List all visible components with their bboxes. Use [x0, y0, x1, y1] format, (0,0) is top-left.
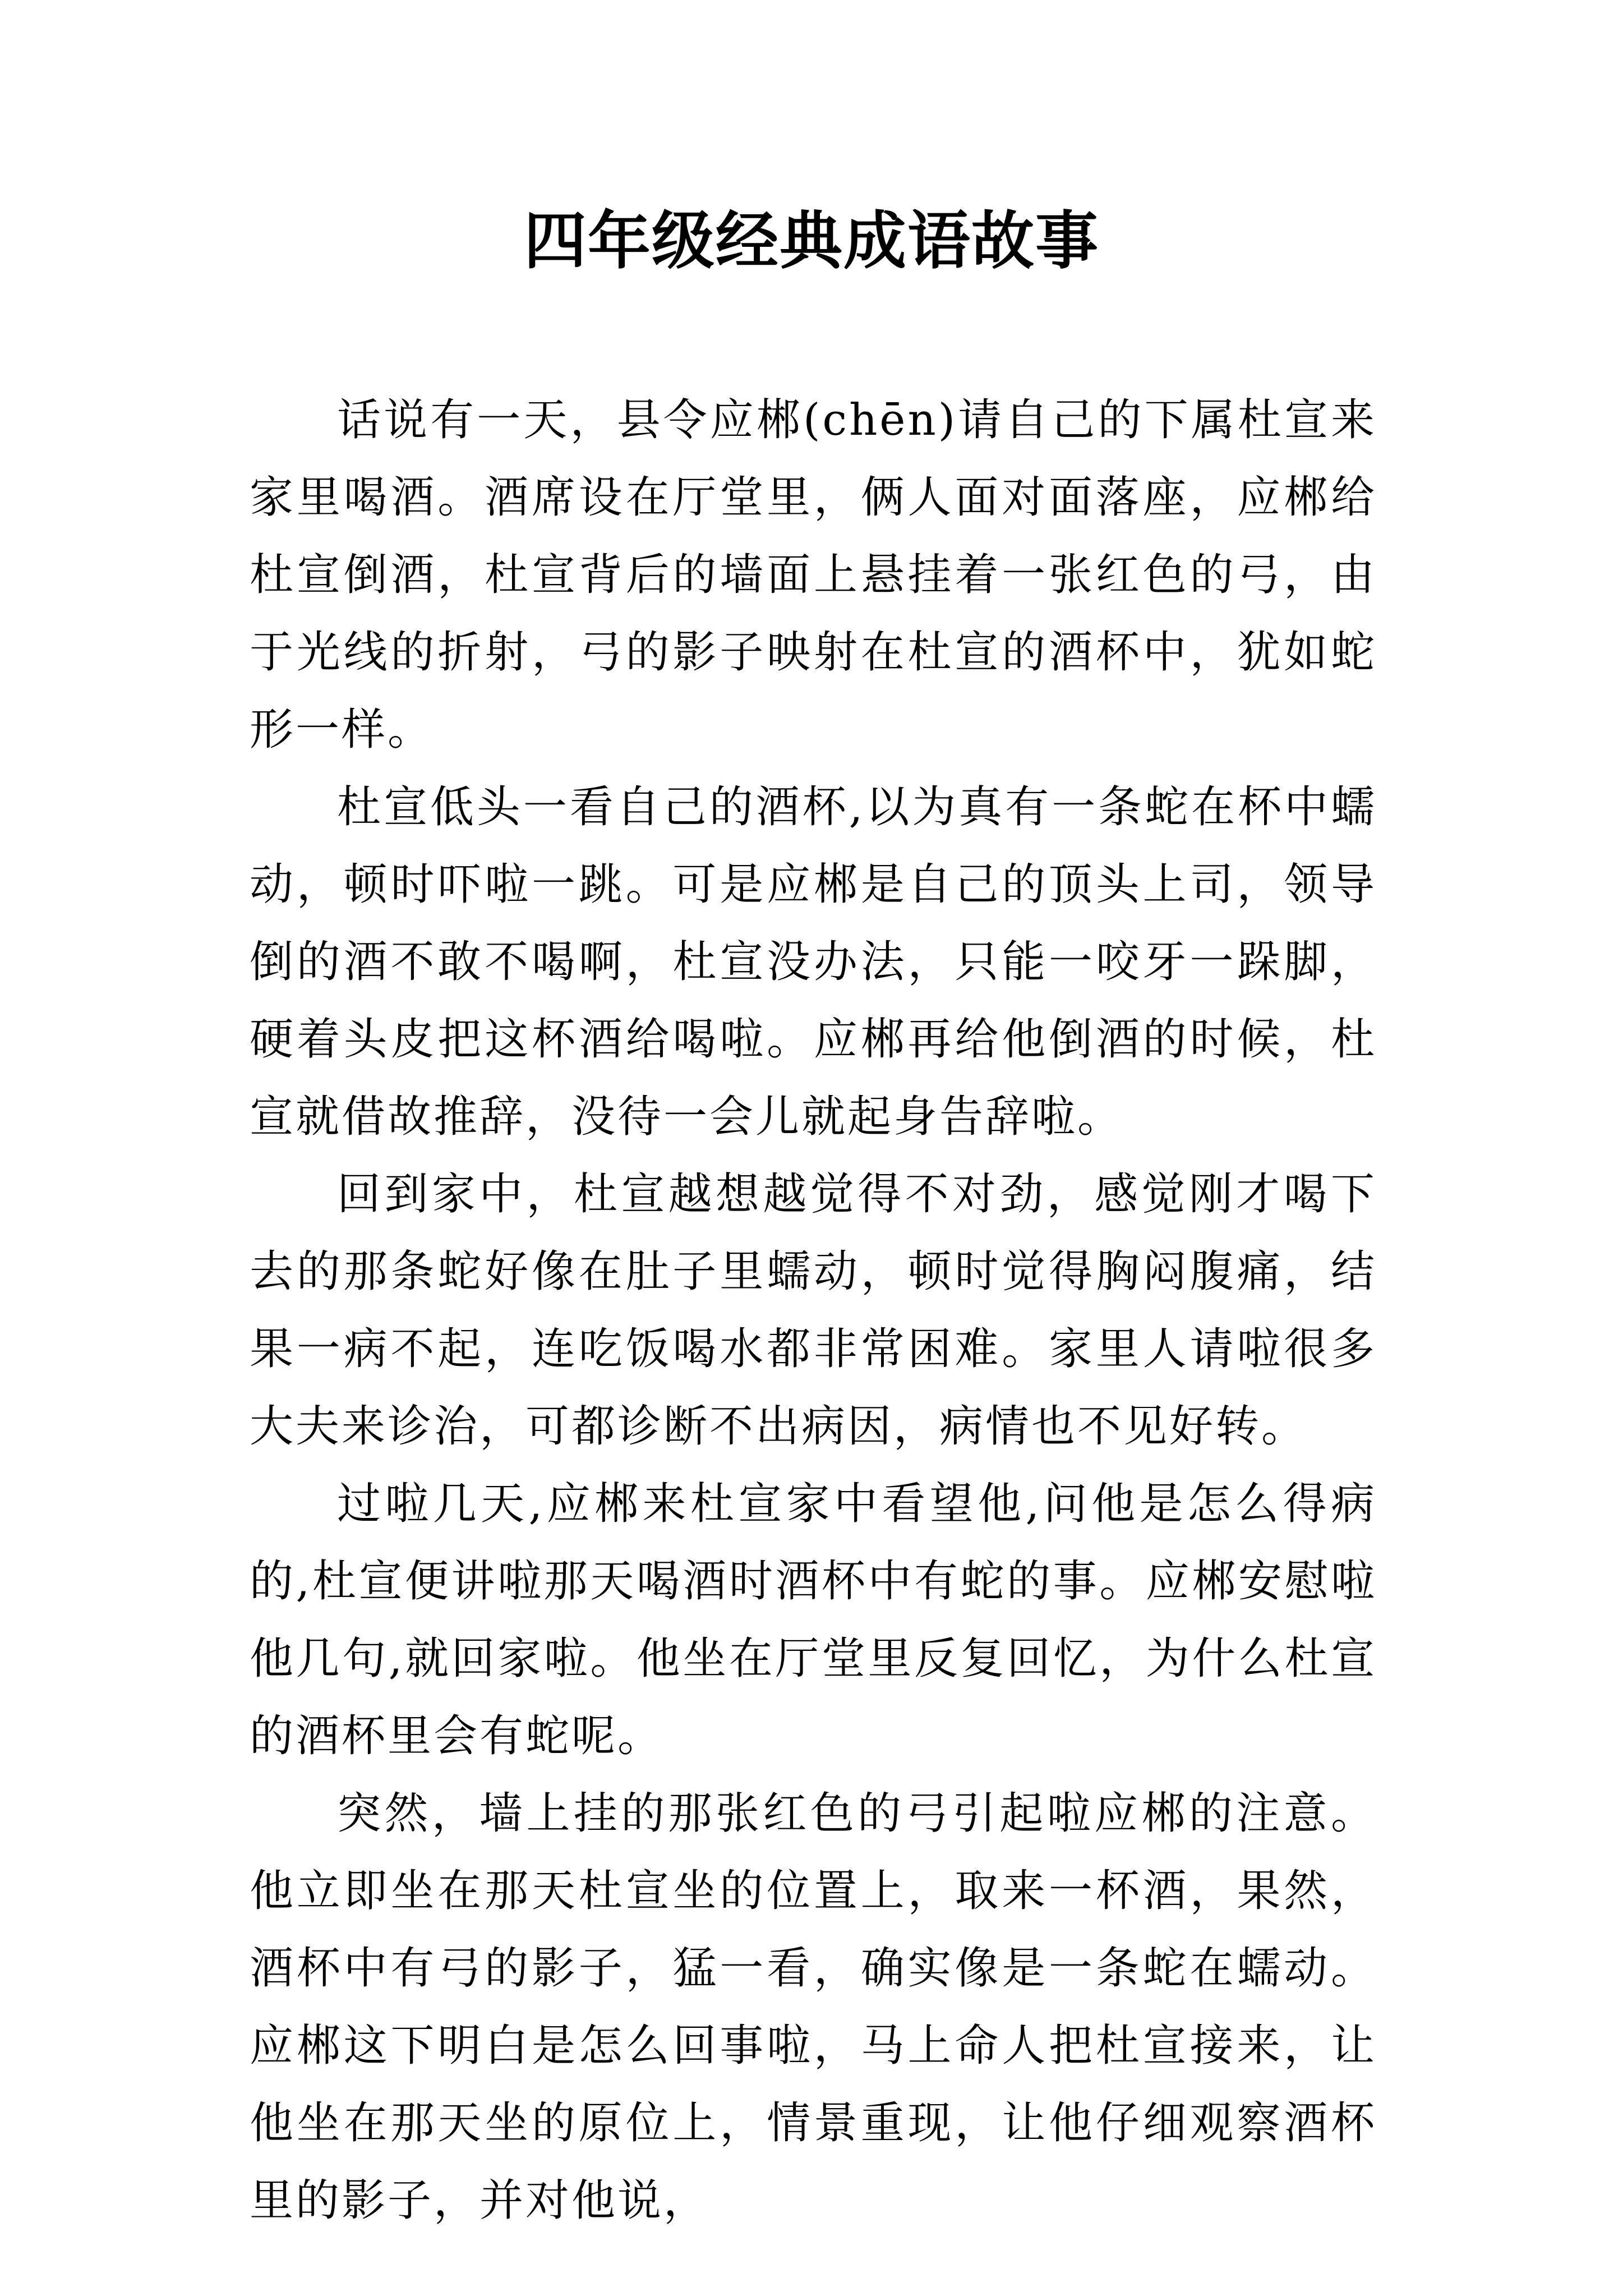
paragraph-3: 回到家中，杜宣越想越觉得不对劲，感觉刚才喝下去的那条蛇好像在肚子里蠕动，顿时觉得胸闷腹痛，结果一病不起，连吃饭喝水都非常困难。家里人请啦很多大夫来诊治，可都诊断不出病因，病情也不见好转。: [250, 1169, 1377, 1452]
paragraph-4: 过啦几天,应郴来杜宣家中看望他,问他是怎么得病的,杜宣便讲啦那天喝酒时酒杯中有蛇的事。应郴安慰啦他几句,就回家啦。他坐在厅堂里反复回忆，为什么杜宣的酒杯里会有蛇呢。: [250, 1479, 1377, 1761]
document-title: 四年级经典成语故事: [524, 204, 1099, 278]
paragraph-2: 杜宣低头一看自己的酒杯,以为真有一条蛇在杯中蠕动，顿时吓啦一跳。可是应郴是自己的顶头上司，领导倒的酒不敢不喝啊，杜宣没办法，只能一咬牙一跺脚，硬着头皮把这杯酒给喝啦。应郴再给他倒酒的时候，杜宣就借故推辞，没待一会儿就起身告辞啦。: [250, 782, 1377, 1142]
document-body: [250, 381, 1377, 2239]
paragraph-5: 突然，墙上挂的那张红色的弓引起啦应郴的注意。他立即坐在那天杜宣坐的位置上，取来一杯酒，果然，酒杯中有弓的影子，猛一看，确实像是一条蛇在蠕动。应郴这下明白是怎么回事啦，马上命人把杜宣接来，让他坐在那天坐的原位上，情景重现，让他仔细观察酒杯里的影子，并对他说，: [250, 1788, 1377, 2226]
paragraph-1: 话说有一天，县令应郴(chēn)请自己的下属杜宣来家里喝酒。酒席设在厅堂里，俩人面对面落座，应郴给杜宣倒酒，杜宣背后的墙面上悬挂着一张红色的弓，由于光线的折射，弓的影子映射在杜宣的酒杯中，犹如蛇形一样。: [250, 395, 1377, 755]
